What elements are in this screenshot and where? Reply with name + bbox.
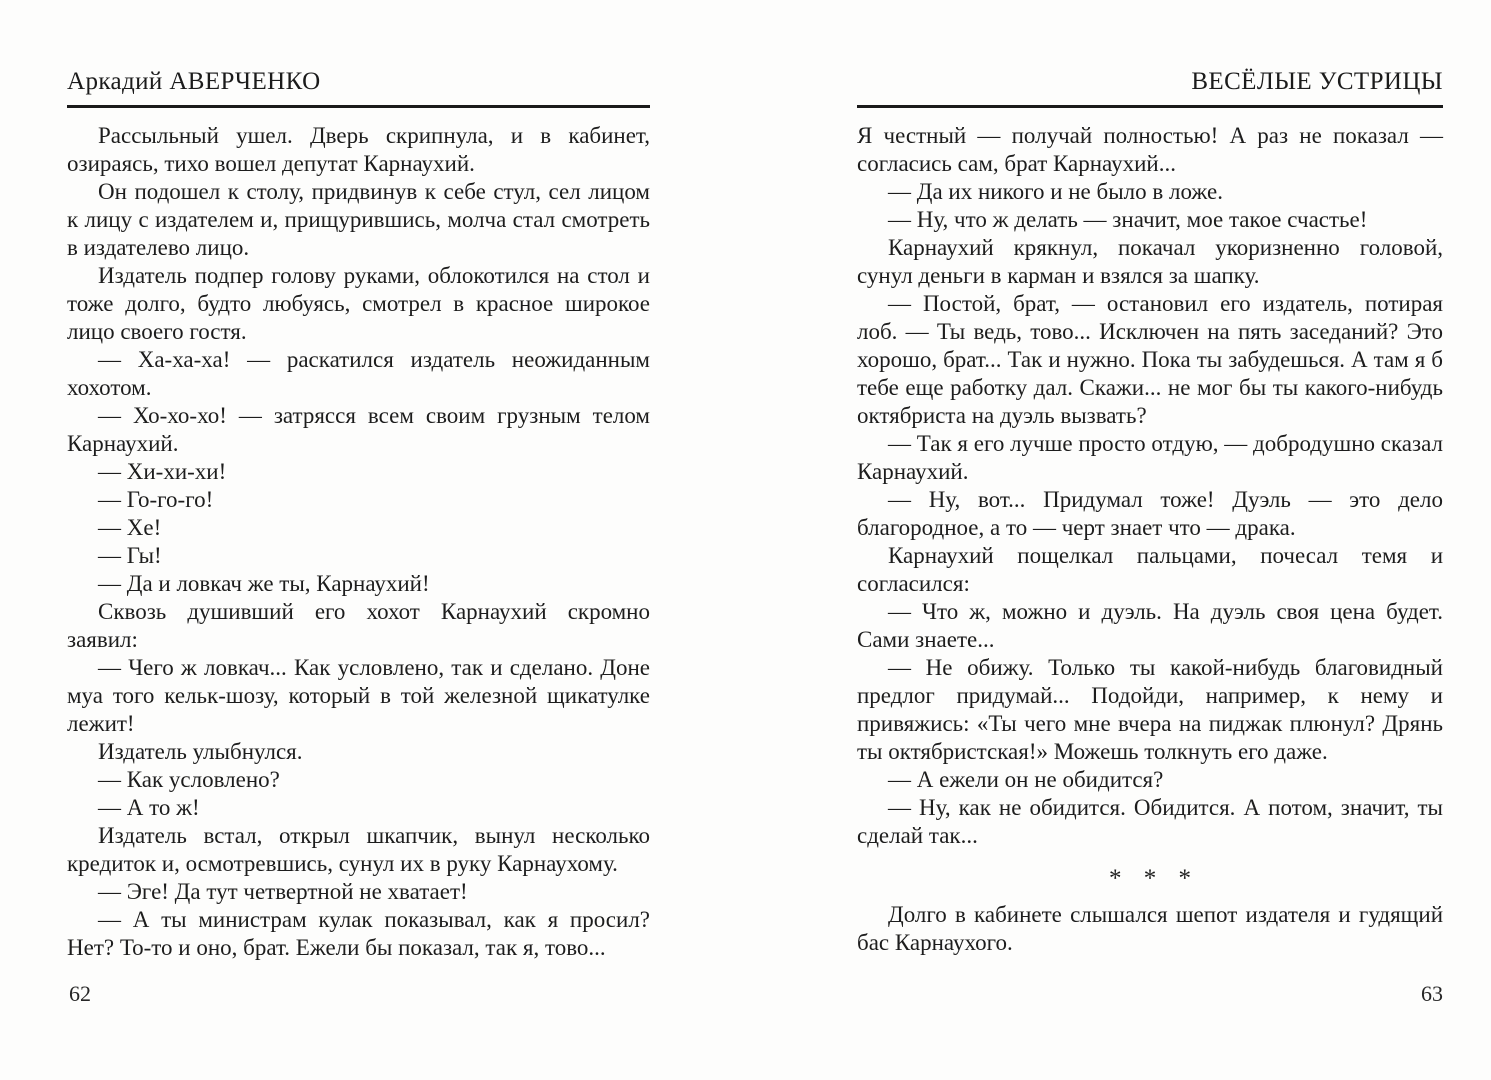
paragraph: Издатель подпер голову руками, облокотился на стол и тоже долго, будто любуясь, смотрел в красное широкое лицо своего гостя. bbox=[67, 263, 650, 344]
paragraph: — Хе! bbox=[98, 515, 162, 540]
header-rule bbox=[67, 105, 650, 108]
paragraph: — Постой, брат, — остановил его издатель, потирая лоб. — Ты ведь, тово... Исключен на пять заседаний? Это хорошо, брат... Так и нужно. Пока ты забудешься. А там я б тебе еще работку дал. Скажи... не мог бы ты какого-нибудь октябриста на дуэль вызвать? bbox=[857, 291, 1443, 428]
paragraph: — Эге! Да тут четвертной не хватает! bbox=[98, 879, 468, 904]
right-page-body bbox=[857, 122, 1443, 957]
section-separator: * * * bbox=[1109, 865, 1199, 892]
paragraph: — Ну, как не обидится. Обидится. А потом, значит, ты сделай так... bbox=[857, 795, 1443, 848]
paragraph: Издатель улыбнулся. bbox=[98, 739, 303, 764]
page-number-right: 63 bbox=[1421, 981, 1443, 1006]
paragraph: Карнаухий крякнул, покачал укоризненно головой, сунул деньги в карман и взялся за шапку. bbox=[857, 235, 1443, 288]
page-number-left: 62 bbox=[69, 981, 91, 1006]
paragraph: Издатель встал, открыл шкапчик, вынул несколько кредиток и, осмотревшись, сунул их в руку Карнаухому. bbox=[67, 823, 650, 876]
paragraph: — Не обижу. Только ты какой-нибудь благовидный предлог придумай... Подойди, например, к нему и привяжись: «Ты чего мне вчера на пиджак плюнул? Дрянь ты октябристская!» Можешь толкнуть его даже. bbox=[857, 655, 1443, 764]
paragraph: — Го-го-го! bbox=[98, 487, 214, 512]
paragraph: — Да их никого и не было в ложе. bbox=[888, 179, 1223, 204]
paragraph: — А то ж! bbox=[98, 795, 200, 820]
paragraph: Долго в кабинете слышался шепот издателя и гудящий бас Карнаухого. bbox=[857, 902, 1443, 955]
paragraph: — Хо-хо-хо! — затрясся всем своим грузным телом Карнаухий. bbox=[67, 403, 650, 456]
running-header-title bbox=[857, 68, 1443, 96]
paragraph: — Хи-хи-хи! bbox=[98, 459, 227, 484]
paragraph: — Что ж, можно и дуэль. На дуэль своя цена будет. Сами знаете... bbox=[857, 599, 1443, 652]
left-page-body bbox=[67, 122, 650, 962]
paragraph: Рассыльный ушел. Дверь скрипнула, и в кабинет, озираясь, тихо вошел депутат Карнаухий. bbox=[67, 123, 650, 176]
running-header-author-text: Аркадий АВЕРЧЕНКО bbox=[67, 68, 321, 95]
right-page-text-after bbox=[857, 901, 1443, 957]
paragraph: Карнаухий пощелкал пальцами, почесал темя и согласился: bbox=[857, 543, 1443, 596]
paragraph: Он подошел к столу, придвинув к себе стул, сел лицом к лицу с издателем и, прищурившись, молча стал смотреть в издателево лицо. bbox=[67, 179, 650, 260]
running-header-author bbox=[67, 68, 650, 96]
running-header-title-text: ВЕСЁЛЫЕ УСТРИЦЫ bbox=[1191, 68, 1443, 95]
paragraph: — Ха-ха-ха! — раскатился издатель неожиданным хохотом. bbox=[67, 347, 650, 400]
paragraph: Сквозь душивший его хохот Карнаухий скромно заявил: bbox=[67, 599, 650, 652]
paragraph: — Ну, что ж делать — значит, мое такое счастье! bbox=[888, 207, 1368, 232]
paragraph: — А ежели он не обидится? bbox=[888, 767, 1164, 792]
paragraph: — Гы! bbox=[98, 543, 162, 568]
paragraph: — Ну, вот... Придумал тоже! Дуэль — это дело благородное, а то — черт знает что — драка. bbox=[857, 487, 1443, 540]
right-page bbox=[857, 68, 1443, 957]
paragraph: Я честный — получай полностью! А раз не показал — согласись сам, брат Карнаухий... bbox=[857, 123, 1443, 176]
right-page-text bbox=[857, 122, 1443, 850]
paragraph: — Так я его лучше просто отдую, — добродушно сказал Карнаухий. bbox=[857, 431, 1443, 484]
left-page bbox=[67, 68, 650, 962]
paragraph: — А ты министрам кулак показывал, как я просил? Нет? То-то и оно, брат. Ежели бы показал, так я, тово... bbox=[67, 907, 650, 960]
paragraph: — Чего ж ловкач... Как условлено, так и сделано. Доне муа того кельк-шозу, который в той железной щикатулке лежит! bbox=[67, 655, 650, 736]
paragraph: — Как условлено? bbox=[98, 767, 280, 792]
header-rule bbox=[857, 105, 1443, 108]
paragraph: — Да и ловкач же ты, Карнаухий! bbox=[98, 571, 430, 596]
